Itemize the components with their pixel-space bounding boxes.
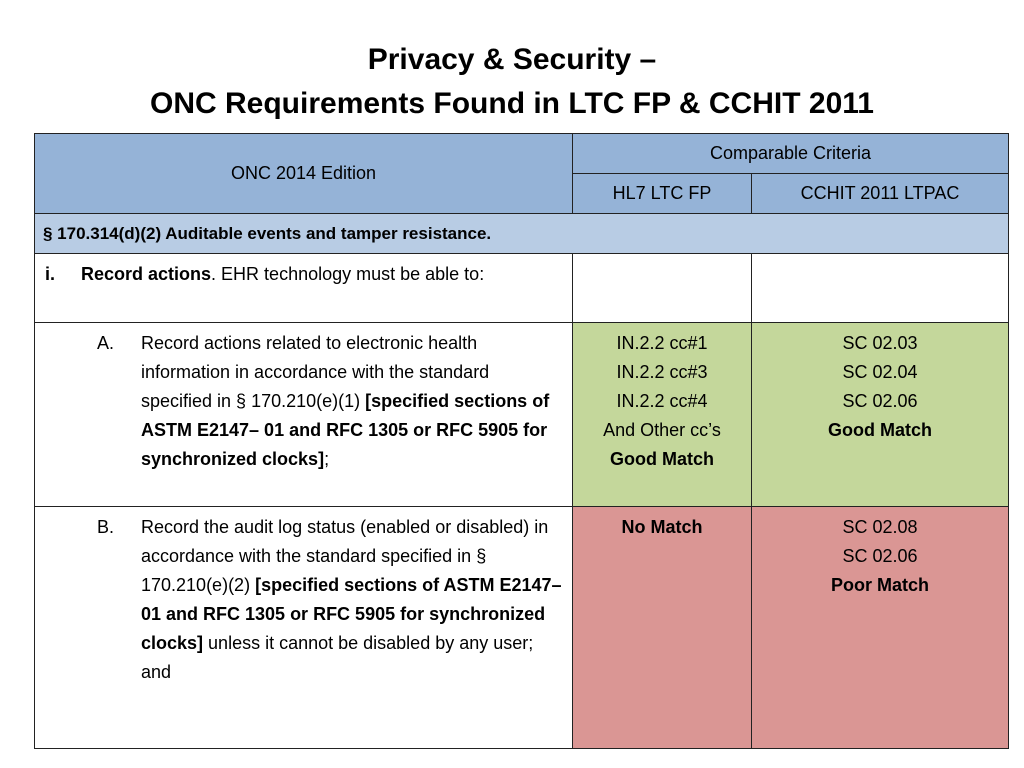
row-i-text: . EHR technology must be able to: (211, 264, 485, 284)
row-a-cchit-item: SC 02.06 (842, 391, 918, 411)
row-b-cchit-item: SC 02.08 (842, 517, 918, 537)
row-b-cchit-item: SC 02.06 (842, 546, 918, 566)
row-b-text: Record the audit log status (enabled or disabled) in accordance with the standard specified in § 170.210(e)(2) (141, 517, 549, 595)
row-a-hl7-item: IN.2.2 cc#3 (616, 362, 708, 382)
header-comparable-criteria: Comparable Criteria (573, 134, 1009, 174)
header-cchit-ltpac: CCHIT 2011 LTPAC (752, 174, 1009, 214)
row-a-text: Record actions related to electronic health information in accordance with the standard specified in § 170.210(e)(1) (141, 333, 490, 411)
row-a-marker: A. (97, 333, 115, 353)
row-a-tail: ; (324, 449, 330, 469)
row-a-cchit-item: SC 02.04 (842, 362, 918, 382)
row-a-cchit-item: SC 02.03 (842, 333, 918, 353)
header-hl7-ltc-fp: HL7 LTC FP (573, 174, 752, 214)
row-b-marker: B. (97, 517, 115, 537)
row-a-cchit-cell (752, 323, 1009, 507)
row-b-cchit-cell (752, 507, 1009, 749)
row-a-hl7-item: IN.2.2 cc#1 (616, 333, 708, 353)
title-line-1: Privacy & Security – (367, 43, 657, 76)
header-onc-edition: ONC 2014 Edition (35, 134, 573, 214)
row-b-tail: unless it cannot be disabled by any user; and (141, 633, 534, 682)
row-b-requirement (35, 507, 573, 749)
title-line-2: ONC Requirements Found in LTC FP & CCHIT 2011 (150, 87, 874, 120)
row-a-bold-text: [specified sections of ASTM E2147– 01 and RFC 1305 or RFC 5905 for synchronized clocks] (141, 391, 550, 469)
row-b-hl7-cell (573, 507, 752, 749)
row-i-cchit-cell (752, 254, 1009, 323)
row-a-hl7-match: Good Match (610, 449, 714, 469)
row-a-requirement (35, 323, 573, 507)
row-b-bold-text: [specified sections of ASTM E2147– 01 and RFC 1305 or RFC 5905 for synchronized clocks] (141, 575, 562, 653)
row-i-label: Record actions (81, 264, 212, 284)
row-a-hl7-cell (573, 323, 752, 507)
row-b-hl7-match: No Match (621, 517, 703, 537)
section-heading: § 170.314(d)(2) Auditable events and tamper resistance. (35, 214, 1009, 254)
row-b-cchit-match: Poor Match (830, 575, 929, 595)
row-a-cchit-match: Good Match (828, 420, 932, 440)
row-i-marker: i. (45, 264, 56, 284)
row-i-requirement (35, 254, 573, 323)
row-i-hl7-cell (573, 254, 752, 323)
slide-title (0, 38, 1024, 126)
row-a-hl7-item: And Other cc’s (603, 420, 721, 440)
row-a-hl7-item: IN.2.2 cc#4 (616, 391, 708, 411)
requirements-table (34, 133, 1009, 749)
